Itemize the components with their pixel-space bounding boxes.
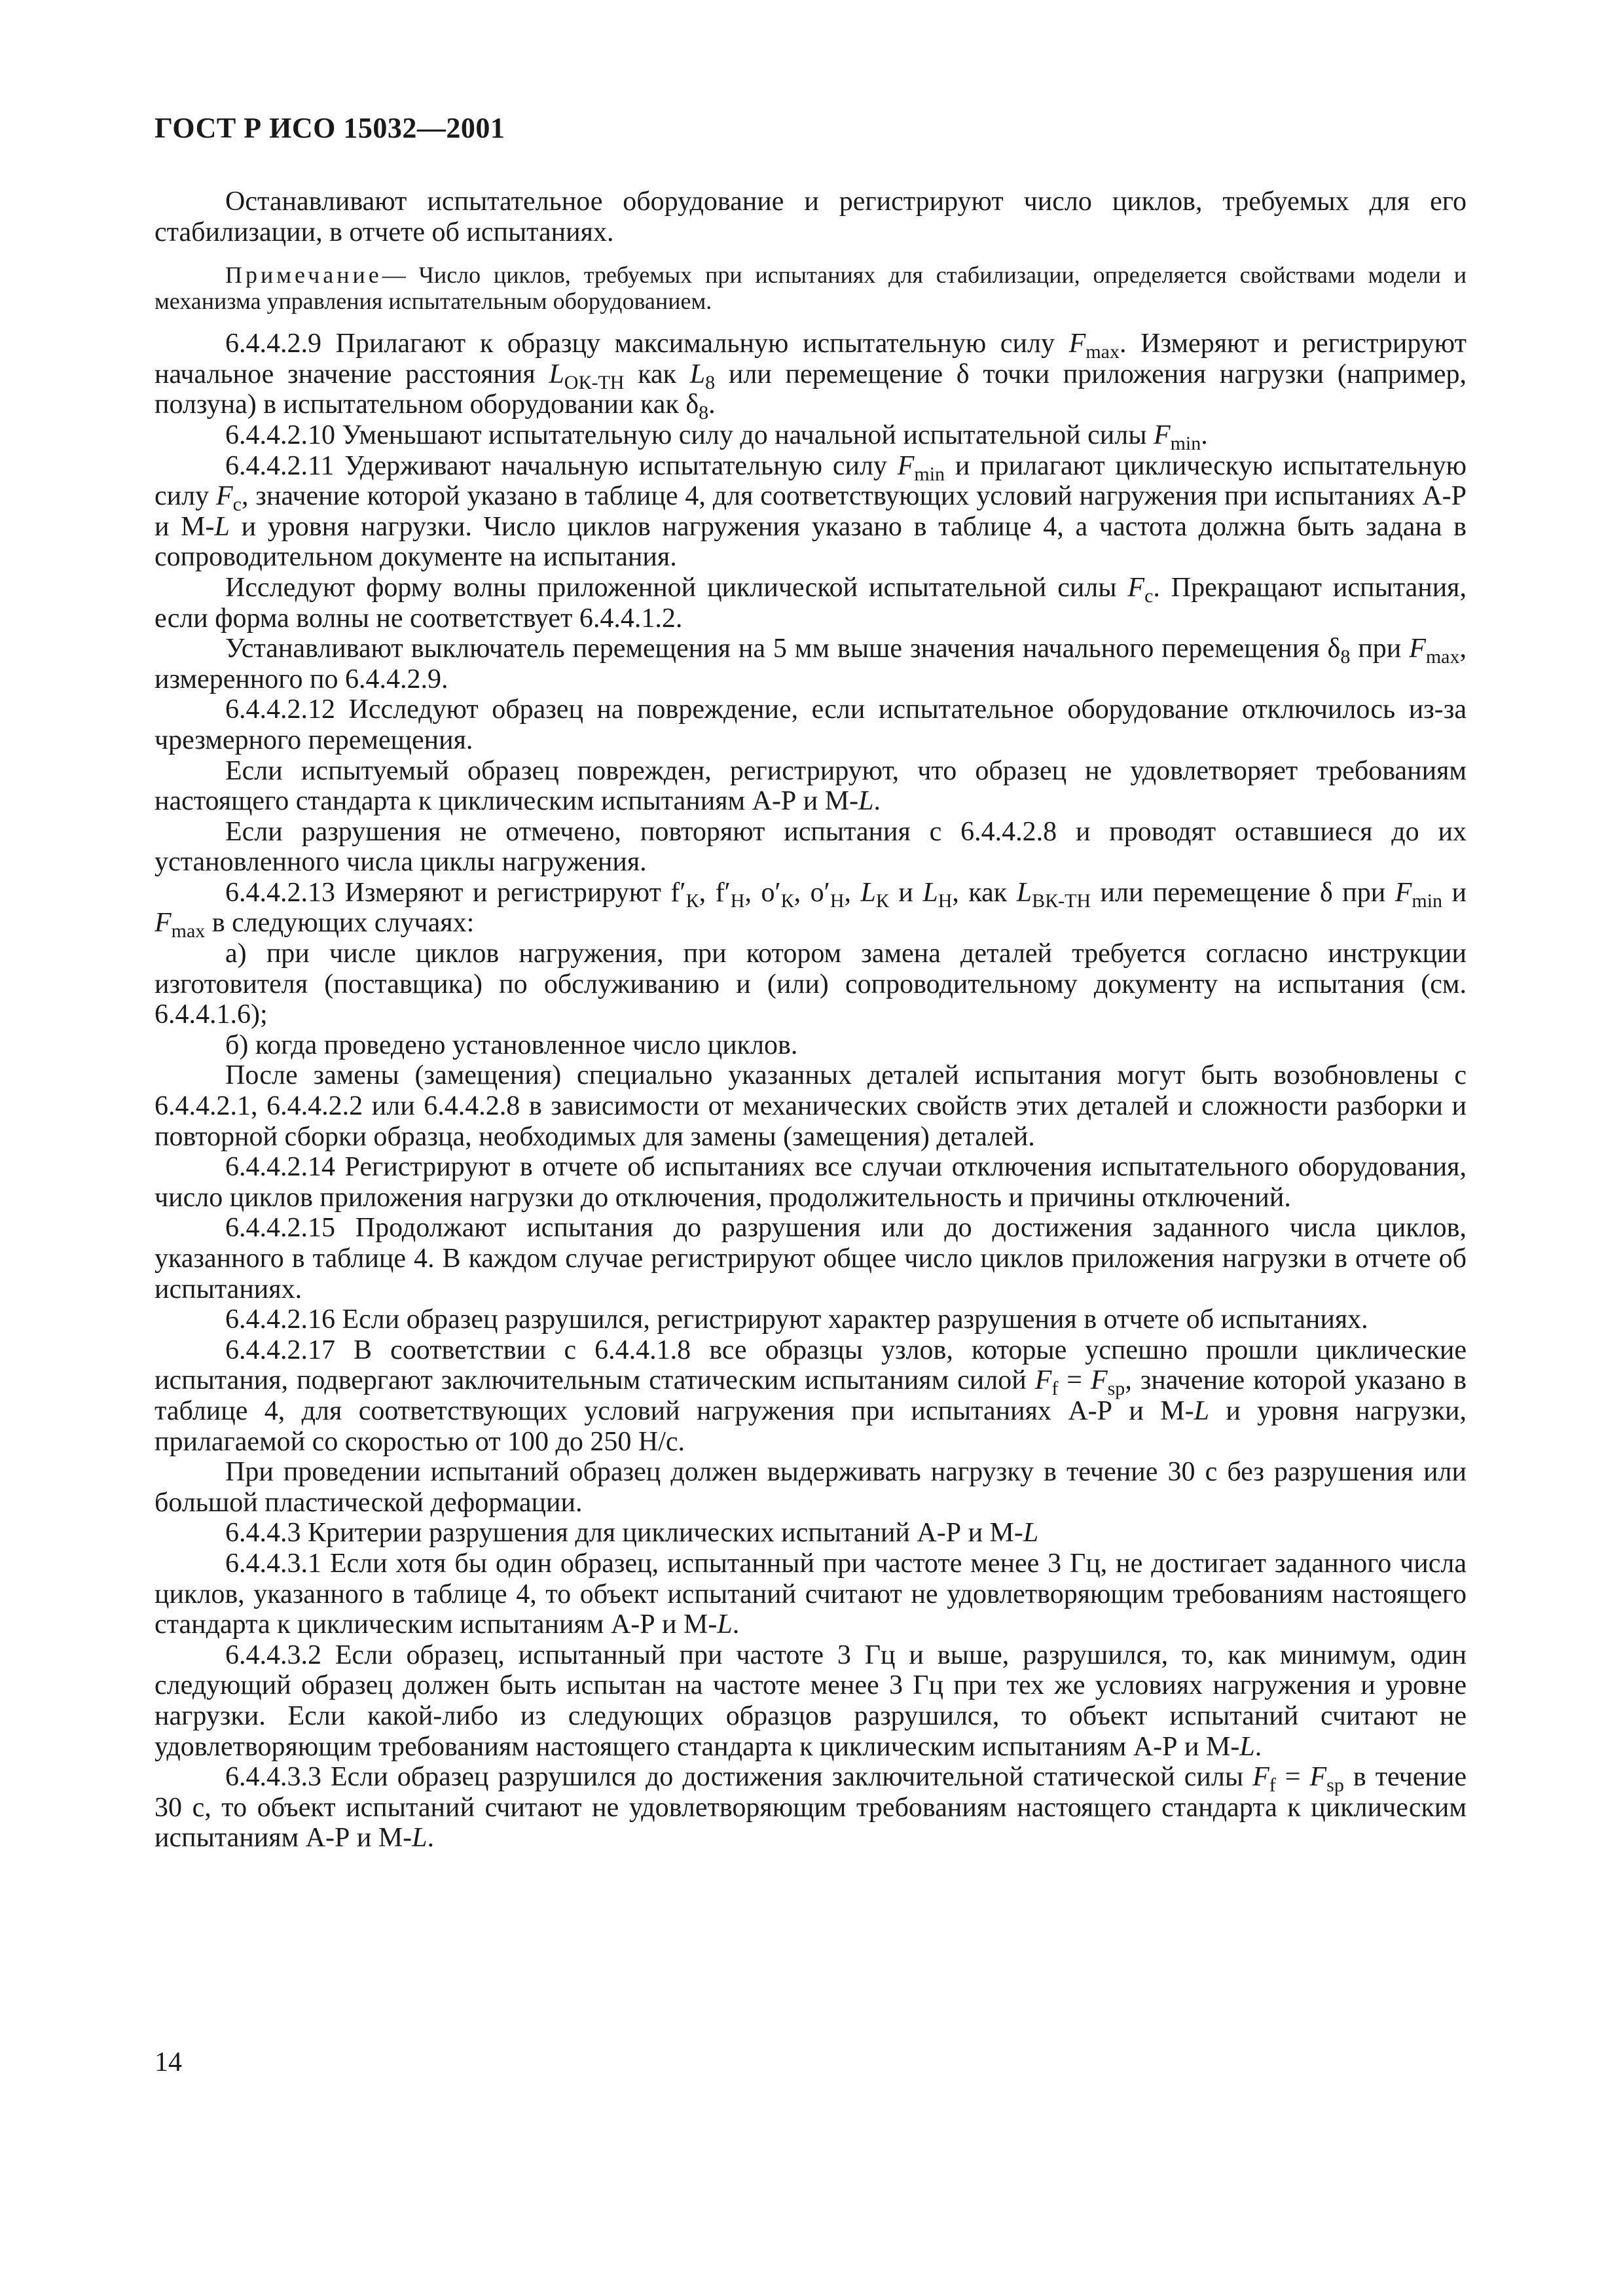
paragraph: Исследуют форму волны приложенной циклической испытательной силы $F_c$. Прекращают испытания, если форма волны не соответствует 6.4.4.1.2. [155, 572, 1467, 634]
paragraph: Если разрушения не отмечено, повторяют испытания с 6.4.4.2.8 и проводят оставшиеся до их установленного числа циклы нагружения. [155, 816, 1467, 878]
paragraph: 6.4.4.3.1 Если хотя бы один образец, испытанный при частоте менее 3 Гц, не достигает заданного числа циклов, указанного в таблице 4, то объект испытаний считают не удовлетворяющим требованиям настоящего стандарта к циклическим испытаниям А-Р и М-L. [155, 1548, 1467, 1640]
paragraph: 6.4.4.2.16 Если образец разрушился, регистрируют характер разрушения в отчете об испытаниях. [225, 1304, 1368, 1335]
paragraph: При проведении испытаний образец должен выдерживать нагрузку в течение 30 с без разрушения или большой пластической деформации. [155, 1457, 1467, 1518]
paragraph: 6.4.4.3.3 Если образец разрушился до достижения заключительной статической силы $F_f = F_{sp}$ в течение 30 с, то объект испытаний считают не удовлетворяющим требованиям настоящего стандарта к циклическим испытаниям А-Р и М-L. [155, 1762, 1467, 1854]
paragraph: 6.4.4.2.13 Измеряют и регистрируют $f'_К$, $f'_Н$, $о'_К$, $о'_Н$, $L_К$ и $L_Н$, как $L_{ВК-ТН}$ или перемещение δ при $F_{min}$ и $F_{max}$ в следующих случаях: [155, 877, 1467, 942]
document-header: ГОСТ Р ИСО 15032—2001 [155, 112, 505, 144]
paragraph: Если испытуемый образец поврежден, регистрируют, что образец не удовлетворяет требованиям настоящего стандарта к циклическим испытаниям А-Р и М-L. [155, 755, 1467, 817]
page-number: 14 [155, 2047, 182, 2077]
paragraph: 6.4.4.2.9 Прилагают к образцу максимальную испытательную силу $F_{max}$. Измеряют и регистрируют начальное значение расстояния $L_{ОК-ТН}$ как $L_8$ или перемещение δ точки приложения нагрузки (например, ползуна) в испытательном оборудовании как $\delta_8$. [155, 329, 1467, 424]
paragraph: Останавливают испытательное оборудование и регистрируют число циклов, требуемых для его стабилизации, в отчете об испытаниях. [155, 187, 1467, 247]
paragraph: 6.4.4.2.12 Исследуют образец на повреждение, если испытательное оборудование отключилось из-за чрезмерного перемещения. [155, 694, 1467, 755]
paragraph: После замены (замещения) специально указанных деталей испытания могут быть возобновлены с 6.4.4.2.1, 6.4.4.2.2 или 6.4.4.2.8 в зависимости от механических свойств этих деталей и сложности разборки и повторной сборки образца, необходимых для замены (замещения) деталей. [155, 1060, 1467, 1152]
note [155, 262, 1467, 314]
paragraph: 6.4.4.2.17 В соответствии с 6.4.4.1.8 все образцы узлов, которые успешно прошли циклические испытания, подвергают заключительным статическим испытаниям силой $F_f = F_{sp}$, значение которой указано в таблице 4, для соответствующих условий нагружения при испытаниях А-Р и М-L и уровня нагрузки, прилагаемой со скоростью от 100 до 250 Н/с. [155, 1335, 1467, 1457]
paragraph: 6.4.4.2.10 Уменьшают испытательную силу до начальной испытательной силы $F_{min}$. [225, 420, 1208, 454]
document-body [155, 187, 1467, 1854]
paragraph: 6.4.4.2.14 Регистрируют в отчете об испытаниях все случаи отключения испытательного оборудования, число циклов приложения нагрузки до отключения, продолжительность и причины отключений. [155, 1152, 1467, 1213]
list-item: б) когда проведено установленное число циклов. [225, 1030, 798, 1060]
list-item: а) при числе циклов нагружения, при котором замена деталей требуется согласно инструкции изготовителя (поставщика) по обслуживанию и (или) сопроводительному документу на испытания (см. 6.4.4.1.6); [155, 939, 1467, 1030]
paragraph: 6.4.4.3.2 Если образец, испытанный при частоте 3 Гц и выше, разрушился, то, как минимум, один следующий образец должен быть испытан на частоте менее 3 Гц при тех же условиях нагружения и уровне нагрузки. Если какой-либо из следующих образцов разрушился, то объект испытаний считают не удовлетворяющим требованиям настоящего стандарта к циклическим испытаниям А-Р и М-L. [155, 1640, 1467, 1762]
paragraph: Устанавливают выключатель перемещения на 5 мм выше значения начального перемещения $\delta_8$ при $F_{max}$, измеренного по 6.4.4.2.9. [155, 634, 1467, 694]
paragraph: 6.4.4.2.15 Продолжают испытания до разрушения или до достижения заданного числа циклов, указанного в таблице 4. В каждом случае регистрируют общее число циклов приложения нагрузки в отчете об испытаниях. [155, 1213, 1467, 1304]
note-text: — Число циклов, требуемых при испытаниях для стабилизации, определяется свойствами модели и механизма управления испытательным оборудованием. [155, 262, 1467, 315]
note-label: Примечание [225, 262, 382, 289]
section-heading: 6.4.4.3 Критерии разрушения для циклических испытаний А-Р и М-L [225, 1518, 1039, 1549]
paragraph: 6.4.4.2.11 Удерживают начальную испытательную силу $F_{min}$ и прилагают циклическую испытательную силу $F_c$, значение которой указано в таблице 4, для соответствующих условий нагружения при испытаниях А-Р и М-L и уровня нагрузки. Число циклов нагружения указано в таблице 4, а частота должна быть задана в сопроводительном документе на испытания. [155, 450, 1467, 573]
